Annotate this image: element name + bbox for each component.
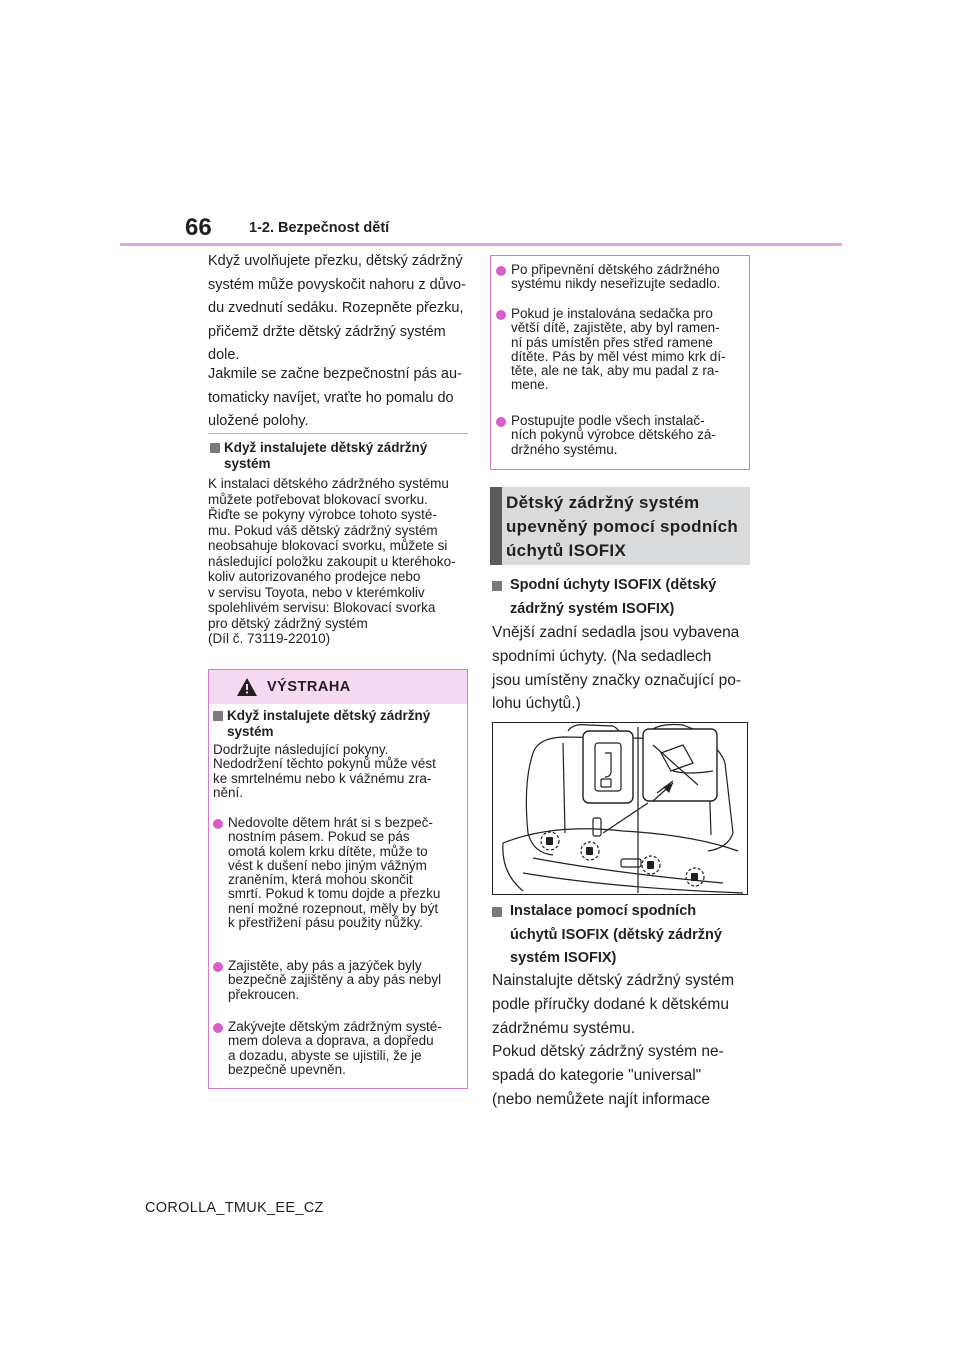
warning-title: VÝSTRAHA [267,679,351,695]
text-line: neobsahuje blokovací svorku, můžete si [208,538,448,553]
heading-line: Instalace pomocí spodních [510,903,697,919]
bullet-dot-icon [213,1023,223,1033]
text-line: vést k dušení nebo jiným vážným [228,857,427,873]
text-line: Nedovolte dětem hrát si s bezpeč- [228,815,433,830]
text-line: dítěte. Pás by měl vést mimo krk dí- [511,348,726,364]
text-line: ních pokynů výrobce dětského zá- [511,427,716,443]
heading-line: systém ISOFIX) [510,950,617,966]
heading-line: Spodní úchyty ISOFIX (dětský [510,577,717,593]
heading-isofix-installation [492,900,770,971]
text-line: Když uvolňujete přezku, dětský zádržný [208,253,463,269]
warning-heading [213,708,463,739]
warning-triangle-icon [236,677,258,697]
text-line: systém může povyskočit nahoru z důvo- [208,276,466,293]
text-line: není možné rozepnout, měly by být [228,900,439,916]
sub-section-install [210,440,472,471]
text-line: Vnější zadní sedadla jsou vybavena [492,624,740,641]
text-line: zádržnému systému. [492,1019,635,1037]
text-line: nění. [213,784,244,800]
title-line: úchytů ISOFIX [506,541,627,560]
title-line: upevněný pomocí spodních [506,517,739,536]
paragraph-installation [492,969,754,1112]
text-line: spolehlivém servisu: Blokovací svorka [208,600,436,615]
text-line: ní pás umístěn přes střed ramene [511,334,713,350]
text-line: mene. [511,377,549,393]
heading-line: Když instalujete dětský zádržný [227,708,431,723]
text-line: mu. Pokud váš dětský zádržný systém [208,522,438,538]
heading-line: systém [227,723,274,739]
caution-bullet [496,307,751,393]
text-line: k přestřižení pásu použity nůžky. [228,915,423,931]
divider [208,433,468,434]
section-title-box [490,487,750,565]
text-line: můžete potřebovat blokovací svorku. [208,491,428,507]
text-line: překroucen. [228,986,300,1002]
heading-isofix-anchors [492,574,770,621]
caution-box [490,255,750,470]
text-line: systému nikdy neseřizujte sedadlo. [511,276,721,292]
header-rule [120,243,842,246]
rear-seat-drawing [493,723,747,894]
text-line: bezpečně zajištěny a aby pás nebyl [228,972,442,988]
text-line: ke smrtelnému nebo k vážnému zra- [213,770,432,786]
text-line: (nebo nemůžete najít informace [492,1090,710,1108]
text-line: Zajistěte, aby pás a jazýček byly [228,958,422,973]
isofix-seat-illustration [492,722,748,895]
text-line: du zvednutí sedáku. Rozepněte přezku, [208,300,464,316]
square-bullet-icon [210,443,220,453]
text-line: přičemž držte dětský zádržný systém [208,323,446,340]
text-line: spodními úchyty. (Na sedadlech [492,647,712,665]
text-line: těte, ale ne tak, aby mu padal z ra- [511,363,719,379]
text-line: koliv autorizovaného prodejce nebo [208,569,421,584]
text-line: (Díl č. 73119-22010) [208,631,331,646]
heading-line: úchytů ISOFIX (dětský zádržný [510,926,722,943]
bullet-dot-icon [213,819,223,829]
text-line: lohu úchytů.) [492,695,581,713]
square-bullet-icon [492,581,502,591]
sub-heading-line: Když instalujete dětský zádržný [224,440,428,455]
text-line: zraněním, která mohou skončit [228,872,413,888]
title-line: Dětský zádržný systém [506,493,700,512]
text-line: Nainstalujte dětský zádržný systém [492,972,735,989]
bullet-dot-icon [496,417,506,427]
heading-line: zádržný systém ISOFIX) [510,600,675,617]
warning-bullet [213,959,468,1002]
warning-bullet [213,816,468,930]
paragraph-anchors [492,621,754,716]
warning-intro [213,743,463,800]
text-line: podle příručky dodané k dětskému [492,995,729,1013]
bullet-dot-icon [213,962,223,972]
text-line: omotá kolem krku dítěte, může to [228,843,428,859]
text-line: Nedodržení těchto pokynů může vést [213,756,436,772]
warning-box [208,669,468,1089]
document-code: COROLLA_TMUK_EE_CZ [145,1200,324,1216]
warning-header [209,670,467,704]
square-bullet-icon [492,907,502,917]
text-line: uložené polohy. [208,413,309,429]
text-line: Jakmile se začne bezpečnostní pás au- [208,366,462,382]
bullet-dot-icon [496,310,506,320]
paragraph-buckle [208,250,470,368]
text-line: a dozadu, abyste se ujistili, že je [228,1047,422,1063]
text-line: Dodržujte následující pokyny. [213,742,389,757]
text-line: Pokud dětský zádržný systém ne- [492,1043,724,1061]
caution-bullet [496,263,751,292]
text-line: následující položku zakoupit u kteréhoko- [208,553,456,569]
text-line: větší dítě, zajistěte, aby byl ramen- [511,320,720,336]
section-title: 1-2. Bezpečnost dětí [249,220,390,236]
text-line: Postupujte podle všech instalač- [511,413,705,428]
sub-heading-line: systém [224,455,271,471]
text-line: dole. [208,347,240,363]
text-line: bezpečně upevněn. [228,1061,346,1077]
square-bullet-icon [213,711,223,721]
title-accent-bar [490,487,502,565]
page-number: 66 [185,214,212,241]
bullet-dot-icon [496,266,506,276]
text-line: spadá do kategorie "universal" [492,1067,702,1085]
warning-bullet [213,1020,468,1077]
text-line: v servisu Toyota, nebo v kterémkoliv [208,584,425,600]
text-line: nostním pásem. Pokud se pás [228,829,410,845]
text-line: držného systému. [511,441,618,457]
text-line: K instalaci dětského zádržného systému [208,476,449,491]
section-box-title [506,491,738,563]
text-line: smrtí. Pokud k tomu dojde a přezku [228,886,441,902]
text-line: Pokud je instalována sedačka pro [511,306,713,321]
locking-clip-text [208,476,470,647]
text-line: Řiďte se pokyny výrobce tohoto systé- [208,507,437,522]
text-line: Po připevnění dětského zádržného [511,262,720,277]
caution-bullet [496,414,751,457]
text-line: mem doleva a doprava, a dopředu [228,1033,434,1049]
paragraph-retract [208,363,470,434]
text-line: Zakývejte dětským zádržným systé- [228,1019,442,1034]
text-line: jsou umístěny značky označující po- [492,671,741,689]
text-line: tomaticky navíjet, vraťte ho pomalu do [208,389,454,406]
text-line: pro dětský zádržný systém [208,615,368,631]
